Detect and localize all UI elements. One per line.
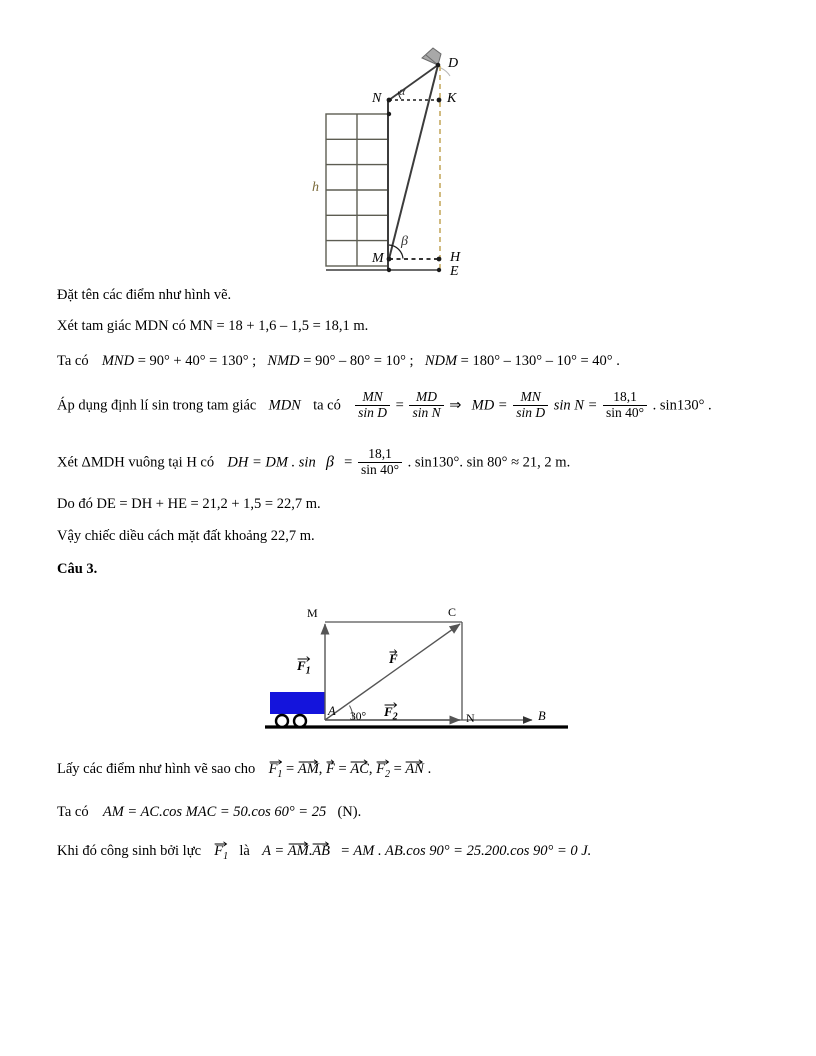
vec-F1-inline <box>269 759 283 780</box>
point-E-left <box>387 268 391 272</box>
work-A-equals: A = <box>262 843 285 859</box>
angle-NMD-value: = 90° – 80° = 10° ; <box>303 353 414 369</box>
label-N: N <box>372 91 382 106</box>
equals-1: = <box>395 397 404 414</box>
label-H: H <box>450 250 461 265</box>
work-vec-F1-letter: F <box>214 843 224 859</box>
eq-3: = <box>393 761 402 777</box>
label-N2: N <box>466 711 475 725</box>
cart-wheel-right <box>294 715 306 727</box>
text-line-sine-rule <box>57 391 712 421</box>
label-vector-F2 <box>384 702 398 723</box>
text-line-work-calc <box>57 841 591 862</box>
mdh-equals: = <box>344 454 353 471</box>
am-calc-unit: (N). <box>337 804 362 820</box>
vector-F1-subscript: 1 <box>305 665 311 677</box>
angle-MND-name: MND <box>101 353 135 369</box>
vec-AM-letters: AM <box>297 761 319 777</box>
vec-AC-letters: AC <box>350 761 369 777</box>
text-line-angles <box>57 353 620 370</box>
fraction-MN-sinD-den: sin D <box>355 405 390 421</box>
vec-F2-inline <box>376 759 390 780</box>
sin-label: . sin <box>291 454 316 471</box>
work-dot: . <box>308 843 313 859</box>
point-D <box>436 63 441 68</box>
work-vec-F1 <box>214 841 228 862</box>
kite-building-figure <box>300 38 510 283</box>
vector-F1-letter: F <box>297 658 306 673</box>
label-h: h <box>312 180 319 195</box>
am-calc-prefix: Ta có <box>57 804 89 820</box>
fraction-181-sin40-num: 18,1 <box>613 389 637 404</box>
work-vec-AB-letters: AB <box>312 843 331 859</box>
vec-F1-letter: F <box>268 761 278 777</box>
label-K: K <box>447 91 457 106</box>
angle-NMD-name: NMD <box>267 353 300 369</box>
fraction-181-sin40 <box>603 390 647 420</box>
vec-F2-sub: 2 <box>384 768 390 780</box>
work-vec-AM <box>288 841 309 860</box>
implies-arrow: ⇒ <box>449 397 462 414</box>
label-E: E <box>450 264 459 279</box>
point-K <box>437 98 442 103</box>
fraction-MN-sinD-2-den: sin D <box>513 405 548 421</box>
label-M: M <box>372 251 384 266</box>
work-vec-AB <box>312 841 330 860</box>
sine-rule-prefix: Áp dụng định lí sin trong tam giác <box>57 397 257 414</box>
fraction-MD-sinN-den: sin N <box>409 405 443 421</box>
label-A2: A <box>328 704 336 718</box>
text-line-DE-result: Do đó DE = DH + HE = 21,2 + 1,5 = 22,7 m. <box>57 496 321 512</box>
mdh-tail: . sin130°. sin 80° ≈ 21, 2 m. <box>407 454 571 471</box>
label-D: D <box>448 56 459 71</box>
sin-N-term: sin N = <box>553 397 598 414</box>
cart-body <box>270 692 325 714</box>
work-vec-AM-letters: AM <box>287 843 309 859</box>
fraction-MN-sinD <box>355 390 390 420</box>
angles-prefix: Ta có <box>57 353 89 369</box>
fraction-MD-sinN-num: MD <box>416 389 438 404</box>
fraction-181-sin40-b-den: sin 40° <box>358 462 402 478</box>
angle-NDM-value: = 180° – 130° – 10° = 40° . <box>460 353 620 369</box>
point-M <box>387 257 392 262</box>
label-vector-F1 <box>297 656 311 677</box>
heading-cau-3: Câu 3. <box>57 561 98 577</box>
cart-wheel-left <box>276 715 288 727</box>
label-vector-F <box>389 649 398 667</box>
point-building-top <box>387 112 391 116</box>
work-tail: = AM . AB.cos 90° = 25.200.cos 90° = 0 J. <box>340 843 592 859</box>
vec-AM-inline <box>298 759 319 778</box>
label-alpha: α <box>399 84 406 98</box>
vec-AC-inline <box>350 759 369 778</box>
text-line-naming-points: Đặt tên các điểm như hình vẽ. <box>57 287 232 303</box>
point-E-right <box>437 268 441 272</box>
text-line-AM-calc <box>57 804 361 821</box>
label-beta: β <box>401 234 408 249</box>
comma-2: , <box>368 761 373 777</box>
fraction-MD-sinN <box>409 390 443 420</box>
work-la: là <box>239 843 250 859</box>
comma-1: , <box>318 761 323 777</box>
sine-rule-mid: ta có <box>313 397 341 414</box>
period-1: . <box>427 761 432 777</box>
sine-rule-triangle: MDN <box>268 397 301 414</box>
label-C: C <box>448 605 457 619</box>
eq-2: = <box>338 761 347 777</box>
vec-F-inline <box>326 759 335 778</box>
point-H <box>437 257 442 262</box>
fraction-181-sin40-den: sin 40° <box>603 405 647 421</box>
fraction-MN-sinD-2 <box>513 390 548 420</box>
vec-F1-sub: 1 <box>277 768 283 780</box>
force-parallelogram-figure <box>250 592 570 737</box>
text-line-conclusion: Vậy chiếc diều cách mặt đất khoảng 22,7 m. <box>57 528 315 544</box>
dh-expression: DH = DM <box>227 454 288 471</box>
fraction-MN-sinD-2-num: MN <box>520 389 541 404</box>
vector-F-letter: F <box>389 651 398 666</box>
take-points-prefix: Lấy các điểm như hình vẽ sao cho <box>57 761 256 777</box>
fraction-181-sin40-b <box>358 447 402 477</box>
angle-MND-value: = 90° + 40° = 130° ; <box>137 353 257 369</box>
text-line-triangle-MDH <box>57 448 570 478</box>
text-line-take-points <box>57 759 431 780</box>
label-B: B <box>538 709 546 723</box>
sine-rule-tail: . sin130° . <box>652 397 712 414</box>
building-grid <box>326 114 388 266</box>
work-prefix: Khi đó công sinh bởi lực <box>57 843 202 859</box>
label-angle-30: 30° <box>350 711 367 723</box>
vec-F2-letter: F <box>376 761 385 777</box>
angle-NDM-name: NDM <box>424 353 458 369</box>
eq-1: = <box>286 761 295 777</box>
am-calc-expression: AM = AC.cos MAC = 50.cos 60° = 25 <box>102 804 327 820</box>
vec-AN-letters: AN <box>405 761 424 777</box>
label-M2: M <box>307 606 318 620</box>
vec-F-letter: F <box>326 761 335 777</box>
MD-equals: MD = <box>471 397 508 414</box>
fraction-181-sin40-b-num: 18,1 <box>368 446 392 461</box>
fraction-MN-sinD-num: MN <box>362 389 383 404</box>
text-line-triangle-MDN: Xét tam giác MDN có MN = 18 + 1,6 – 1,5 = 18,1 m. <box>57 318 369 334</box>
work-vec-F1-sub: 1 <box>223 850 229 862</box>
vector-F2-subscript: 2 <box>392 711 398 723</box>
vector-F2-letter: F <box>384 704 393 719</box>
mdh-prefix: Xét ΔMDH vuông tại H có <box>57 454 215 471</box>
vec-AN-inline <box>405 759 424 778</box>
point-N <box>387 98 392 103</box>
beta-symbol: β <box>325 453 334 471</box>
